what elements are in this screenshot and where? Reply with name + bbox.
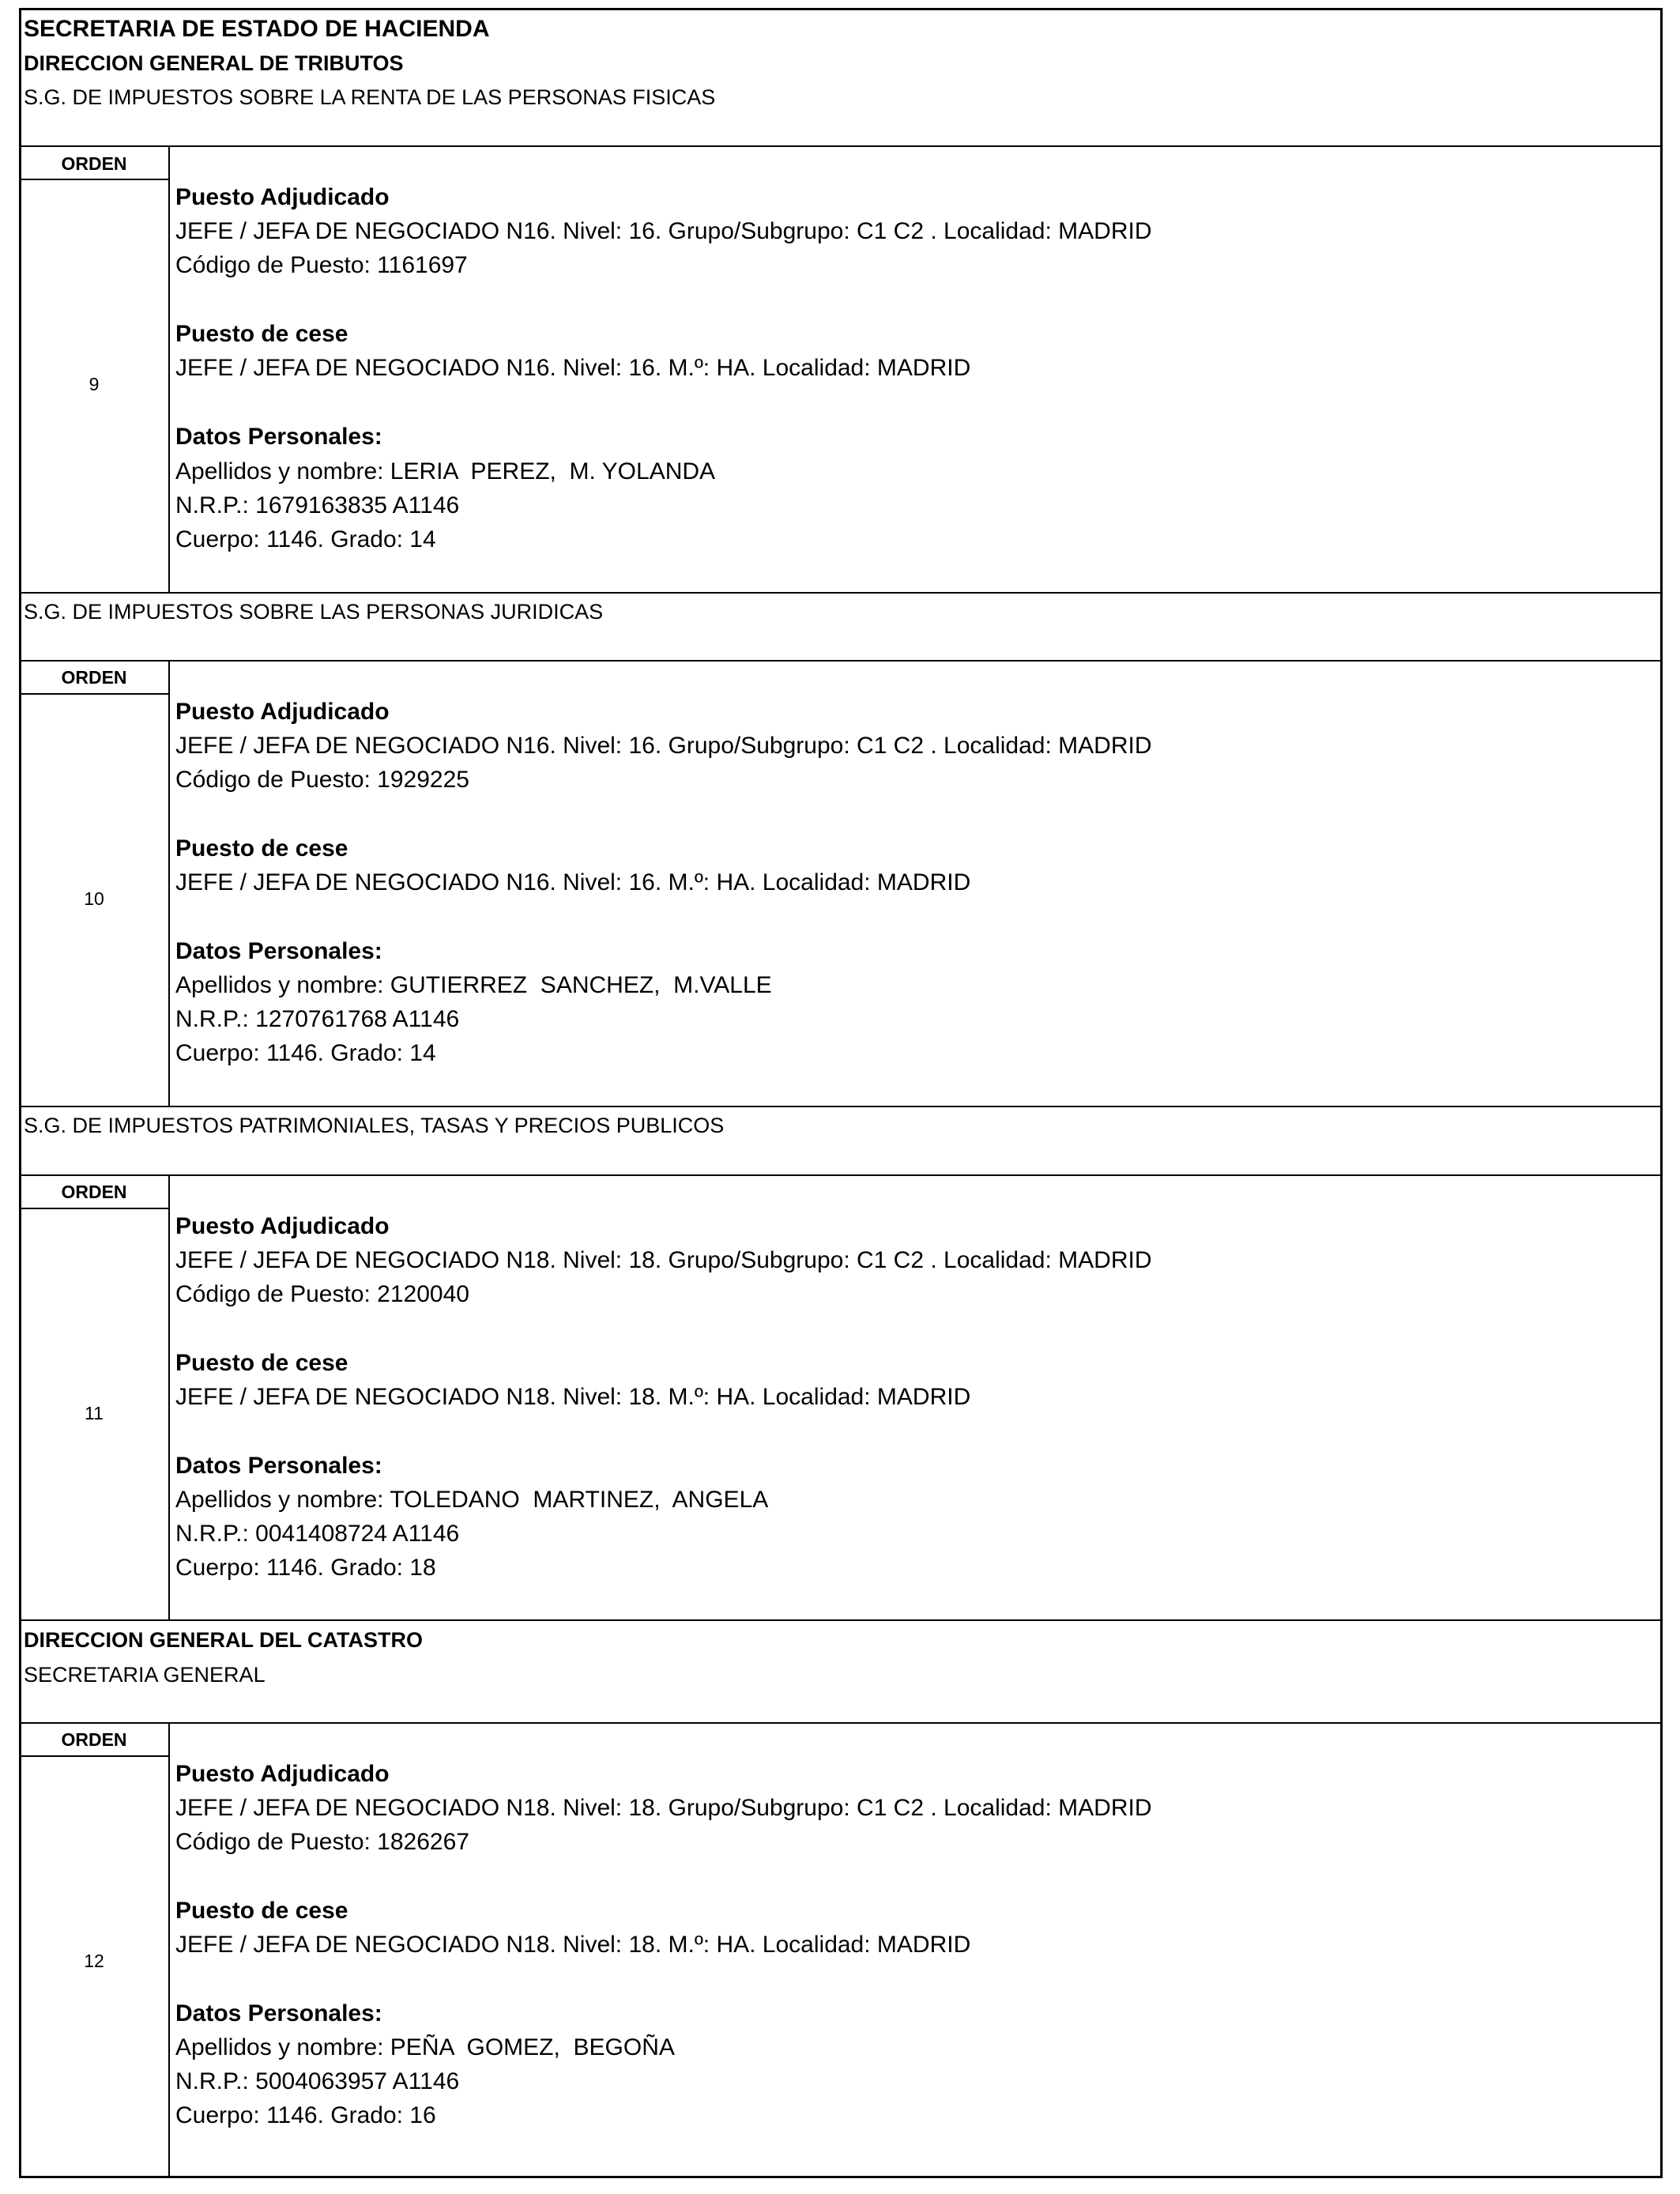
cuerpo-grado: Cuerpo: 1146. Grado: 14: [175, 1040, 436, 1066]
puesto-cese-heading: Puesto de cese: [175, 1898, 348, 1924]
subdirectorate-title: S.G. DE IMPUESTOS SOBRE LA RENTA DE LAS PERSONAS FISICAS: [24, 85, 716, 109]
apellidos-nombre: Apellidos y nombre: TOLEDANO MARTINEZ, ANGELA: [175, 1487, 769, 1513]
puesto-cese-detail: JEFE / JEFA DE NEGOCIADO N18. Nivel: 18. M.º: HA. Localidad: MADRID: [175, 1932, 971, 1958]
subdirectorate-title: S.G. DE IMPUESTOS PATRIMONIALES, TASAS Y PRECIOS PUBLICOS: [24, 1114, 725, 1137]
apellidos-nombre: Apellidos y nombre: LERIA PEREZ, M. YOLANDA: [175, 458, 716, 484]
puesto-adjudicado-detail: JEFE / JEFA DE NEGOCIADO N16. Nivel: 16. Grupo/Subgrupo: C1 C2 . Localidad: MADRID: [175, 218, 1152, 244]
puesto-cese-heading: Puesto de cese: [175, 835, 348, 861]
orden-label: ORDEN: [61, 1182, 127, 1202]
puesto-cese-detail: JEFE / JEFA DE NEGOCIADO N18. Nivel: 18. M.º: HA. Localidad: MADRID: [175, 1384, 971, 1410]
apellidos-nombre: Apellidos y nombre: GUTIERREZ SANCHEZ, M.VALLE: [175, 972, 772, 998]
border-left: [19, 8, 21, 2178]
nrp-number: N.R.P.: 5004063957 A1146: [175, 2068, 460, 2094]
nrp-number: N.R.P.: 0041408724 A1146: [175, 1521, 460, 1547]
section-divider: [19, 1174, 1663, 1176]
orden-column-divider: [168, 1722, 170, 2177]
orden-header-divider: [19, 1208, 170, 1209]
orden-header-divider: [19, 179, 170, 180]
cuerpo-grado: Cuerpo: 1146. Grado: 16: [175, 2102, 436, 2128]
orden-header-divider: [19, 693, 170, 695]
section-divider: [19, 660, 1663, 662]
directorate-title: DIRECCION GENERAL DEL CATASTRO: [24, 1628, 424, 1652]
border-bottom: [19, 2176, 1663, 2178]
border-right: [1660, 8, 1663, 2178]
codigo-puesto: Código de Puesto: 1161697: [175, 252, 468, 278]
datos-personales-heading: Datos Personales:: [175, 938, 382, 964]
subdirectorate-title: S.G. DE IMPUESTOS SOBRE LAS PERSONAS JURIDICAS: [24, 600, 604, 624]
directorate-title: DIRECCION GENERAL DE TRIBUTOS: [24, 51, 404, 75]
orden-header-divider: [19, 1755, 170, 1757]
puesto-cese-detail: JEFE / JEFA DE NEGOCIADO N16. Nivel: 16. M.º: HA. Localidad: MADRID: [175, 869, 971, 895]
ministry-title: SECRETARIA DE ESTADO DE HACIENDA: [24, 16, 490, 42]
orden-label: ORDEN: [61, 667, 127, 688]
border-top: [19, 8, 1663, 10]
puesto-adjudicado-heading: Puesto Adjudicado: [175, 184, 390, 210]
subdirectorate-title: SECRETARIA GENERAL: [24, 1663, 266, 1687]
orden-label: ORDEN: [61, 153, 127, 174]
apellidos-nombre: Apellidos y nombre: PEÑA GOMEZ, BEGOÑA: [175, 2034, 675, 2060]
orden-number: 11: [85, 1403, 104, 1423]
puesto-adjudicado-detail: JEFE / JEFA DE NEGOCIADO N16. Nivel: 16. Grupo/Subgrupo: C1 C2 . Localidad: MADRID: [175, 733, 1152, 759]
puesto-cese-heading: Puesto de cese: [175, 1350, 348, 1376]
cuerpo-grado: Cuerpo: 1146. Grado: 14: [175, 526, 436, 552]
section-divider: [19, 1722, 1663, 1724]
orden-number: 9: [89, 374, 100, 394]
puesto-adjudicado-detail: JEFE / JEFA DE NEGOCIADO N18. Nivel: 18. Grupo/Subgrupo: C1 C2 . Localidad: MADRID: [175, 1795, 1152, 1821]
cuerpo-grado: Cuerpo: 1146. Grado: 18: [175, 1555, 436, 1581]
orden-number: 10: [84, 888, 104, 909]
orden-label: ORDEN: [61, 1729, 127, 1750]
orden-column-divider: [168, 145, 170, 592]
puesto-cese-detail: JEFE / JEFA DE NEGOCIADO N16. Nivel: 16. M.º: HA. Localidad: MADRID: [175, 355, 971, 381]
section-divider: [19, 1106, 1663, 1107]
orden-column-divider: [168, 660, 170, 1106]
section-divider: [19, 1619, 1663, 1621]
orden-column-divider: [168, 1174, 170, 1619]
datos-personales-heading: Datos Personales:: [175, 2000, 382, 2026]
puesto-adjudicado-detail: JEFE / JEFA DE NEGOCIADO N18. Nivel: 18. Grupo/Subgrupo: C1 C2 . Localidad: MADRID: [175, 1247, 1152, 1273]
codigo-puesto: Código de Puesto: 1826267: [175, 1829, 469, 1855]
nrp-number: N.R.P.: 1270761768 A1146: [175, 1006, 460, 1032]
codigo-puesto: Código de Puesto: 2120040: [175, 1281, 469, 1307]
codigo-puesto: Código de Puesto: 1929225: [175, 767, 469, 793]
orden-number: 12: [84, 1951, 104, 1971]
puesto-adjudicado-heading: Puesto Adjudicado: [175, 1761, 390, 1787]
section-divider: [19, 592, 1663, 594]
datos-personales-heading: Datos Personales:: [175, 1453, 382, 1479]
puesto-adjudicado-heading: Puesto Adjudicado: [175, 699, 390, 725]
section-divider: [19, 145, 1663, 147]
puesto-adjudicado-heading: Puesto Adjudicado: [175, 1213, 390, 1239]
nrp-number: N.R.P.: 1679163835 A1146: [175, 492, 460, 518]
puesto-cese-heading: Puesto de cese: [175, 321, 348, 347]
datos-personales-heading: Datos Personales:: [175, 424, 382, 450]
